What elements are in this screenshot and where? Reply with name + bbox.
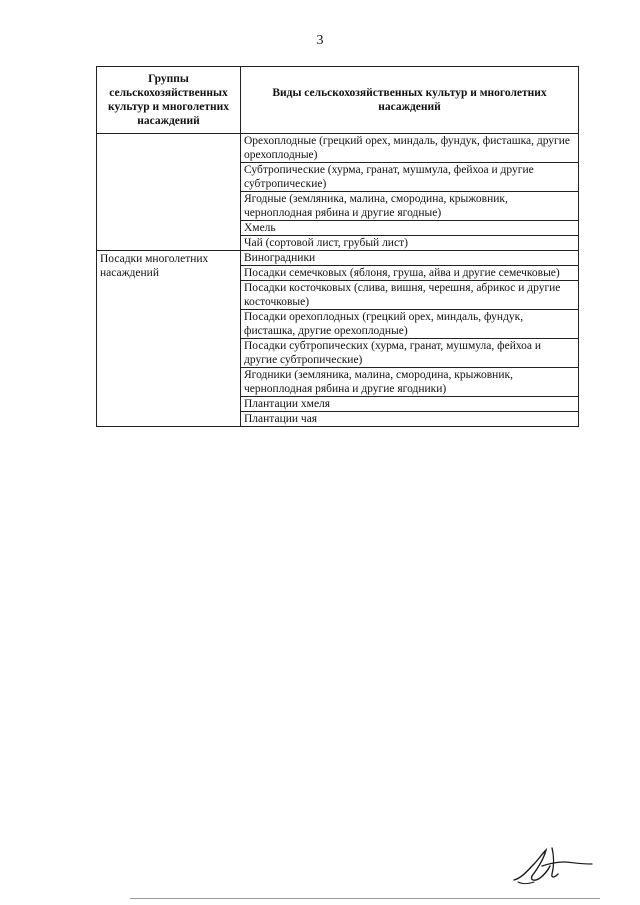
bottom-rule: [130, 898, 600, 899]
group-cell-1: [97, 134, 241, 251]
table-cell: Хмель: [241, 221, 579, 236]
handwritten-signature: [508, 840, 598, 890]
table-cell: Посадки косточковых (слива, вишня, черешня, абрикос и другие косточковые): [241, 281, 579, 310]
table-cell: Виноградники: [241, 251, 579, 266]
table-cell: Посадки субтропических (хурма, гранат, мушмула, фейхоа и другие субтропические): [241, 339, 579, 368]
table-row: [97, 134, 579, 163]
table-cell: Орехоплодные (грецкий орех, миндаль, фундук, фисташка, другие орехоплодные): [241, 134, 579, 163]
table-cell: Субтропические (хурма, гранат, мушмула, фейхоа и другие субтропические): [241, 163, 579, 192]
table-cell: Посадки семечковых (яблоня, груша, айва и другие семечковые): [241, 266, 579, 281]
table-cell: Плантации чая: [241, 412, 579, 427]
table-cell: Плантации хмеля: [241, 397, 579, 412]
header-kinds: Виды сельскохозяйственных культур и многолетних насаждений: [241, 67, 579, 134]
table-cell: Посадки орехоплодных (грецкий орех, миндаль, фундук, фисташка, другие орехоплодные): [241, 310, 579, 339]
crops-table: [96, 66, 579, 427]
table-cell: Чай (сортовой лист, грубый лист): [241, 236, 579, 251]
header-groups: Группы сельскохозяйственных культур и многолетних насаждений: [97, 67, 241, 134]
table-cell: Ягодники (земляника, малина, смородина, крыжовник, черноплодная рябина и другие ягодники): [241, 368, 579, 397]
page-number: 3: [316, 33, 324, 48]
group-cell-2: Посадки многолетних насаждений: [97, 251, 241, 427]
table-row: [97, 251, 579, 266]
table-header-row: [97, 67, 579, 134]
table-cell: Ягодные (земляника, малина, смородина, крыжовник, черноплодная рябина и другие ягодные): [241, 192, 579, 221]
